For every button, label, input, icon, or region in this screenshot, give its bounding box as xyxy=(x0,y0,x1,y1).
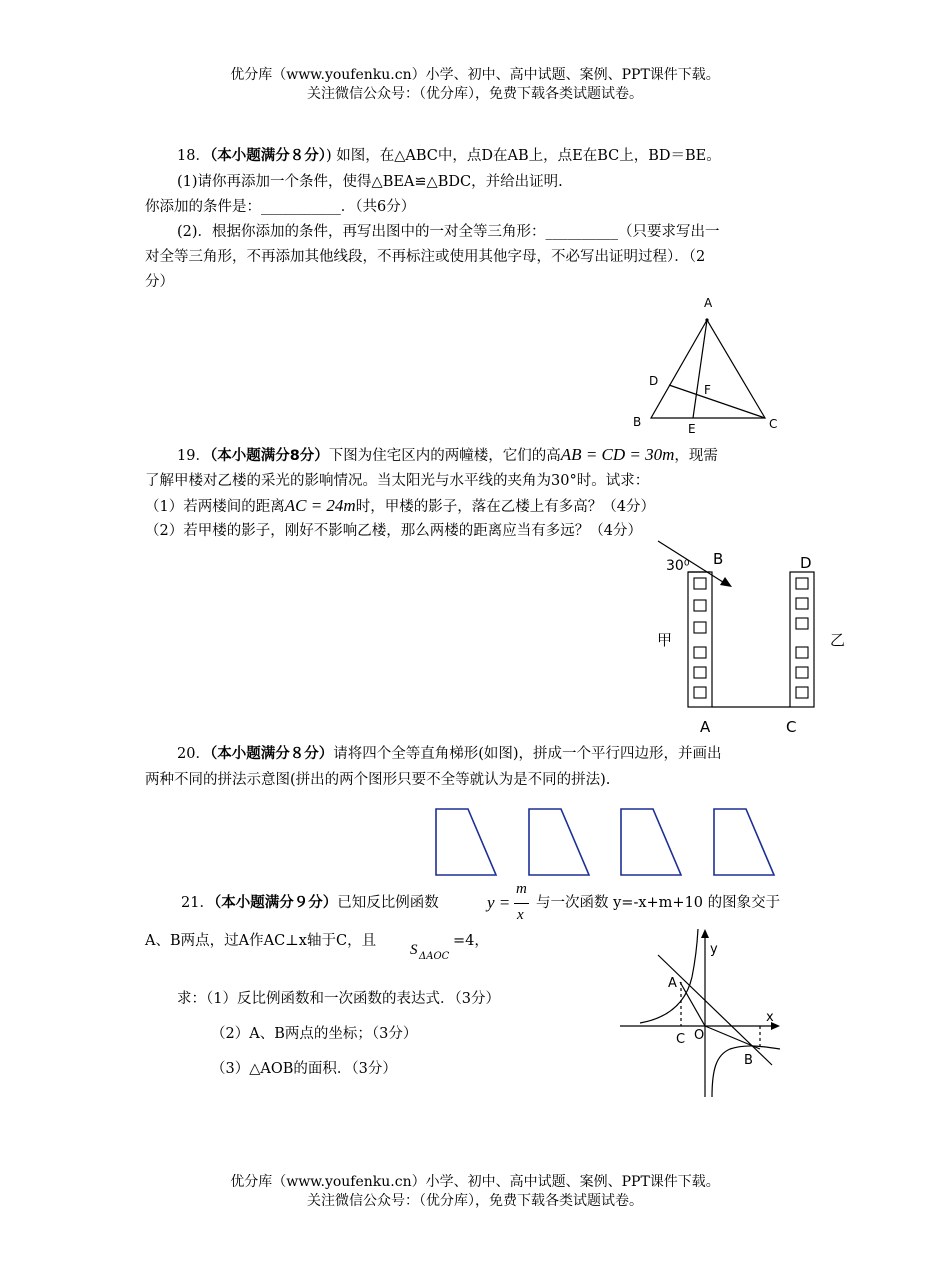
q21-part3: （3）△AOB的面积．（3分） xyxy=(211,1061,397,1077)
q21-number: 21． xyxy=(181,895,214,911)
q21-frac-num: m xyxy=(516,881,527,897)
q21-stem-a-end: 与一次函数 y=-x+m+10 的图象交于 xyxy=(536,895,781,911)
q18-part2-line-3: 分） xyxy=(145,274,174,290)
q18-stem: ) 如图，在△ABC中，点D在AB上，点E在BC上，BD＝BE。 xyxy=(325,148,721,164)
q20-score: （本小题满分８分） xyxy=(209,746,334,762)
label-jia: 甲 xyxy=(657,631,673,649)
label-y: y xyxy=(710,942,718,957)
q19-part1 xyxy=(145,493,655,520)
q18-triangle-figure xyxy=(625,290,795,435)
q21-line-2: A、B两点，过A作AC⊥x轴于C，且 xyxy=(145,933,377,949)
windows-jia xyxy=(694,578,706,698)
q18-part1: (1)请你再添加一个条件，使得△BEA≌△BDC，并给出证明. xyxy=(177,174,563,190)
trapezoid-4 xyxy=(714,809,774,875)
q20-line-2: 两种不同的拼法示意图(拼出的两个图形只要不全等就认为是不同的拼法). xyxy=(145,772,611,788)
q19-score: （本小题满分8分） xyxy=(209,448,329,464)
q19-buildings-figure xyxy=(640,540,860,740)
label-b: B xyxy=(713,550,724,568)
q21-ask: 求：（1）反比例函数和一次函数的表达式．（3分） xyxy=(177,991,500,1007)
q21-part2: （2）A、B两点的坐标；（3分） xyxy=(211,1026,418,1042)
q20-stem-a: 请将四个全等直角梯形(如图)，拼成一个平行四边形，并画出 xyxy=(333,746,722,762)
q21-area-sub: ΔAOC xyxy=(419,951,450,962)
q19-ac-formula: AC = 24m xyxy=(284,496,356,515)
label-d: D xyxy=(800,554,812,572)
q19-line-1 xyxy=(177,442,718,469)
segment-ae xyxy=(693,320,707,418)
segment-dc xyxy=(669,385,765,418)
q18-score: （本小题满分８分） xyxy=(209,148,326,164)
trapezoid-1 xyxy=(436,809,496,875)
label-a: A xyxy=(704,296,713,310)
q21-area-s: S xyxy=(410,942,418,958)
q18-part2-line-1: (2)．根据你添加的条件，再写出图中的一对全等三角形：__________（只要求写出一 xyxy=(177,224,720,240)
q19-stem-a-end: ，现需 xyxy=(674,448,718,464)
label-a: A xyxy=(700,718,711,736)
q21-stem-a: 已知反比例函数 xyxy=(337,895,439,911)
label-yi: 乙 xyxy=(830,631,846,649)
label-c: C xyxy=(786,718,797,736)
q18-condition-line: 你添加的条件是：___________．（共6分） xyxy=(145,199,416,215)
footer-line-1: 优分库（www.youfenku.cn）小学、初中、高中试题、案例、PPT课件下载。 xyxy=(230,1174,720,1190)
triangle-abc xyxy=(651,320,765,418)
q19-part1-b: 时，甲楼的影子，落在乙楼上有多高？（4分） xyxy=(355,499,655,515)
windows-yi xyxy=(796,578,808,698)
q21-area-val: =4， xyxy=(453,933,489,949)
linear-function-line xyxy=(658,955,772,1065)
q21-score: （本小题满分９分） xyxy=(213,895,338,911)
q21-line-1 xyxy=(181,890,439,916)
q18-part2-line-2: 对全等三角形，不再添加其他线段，不再标注或使用其他字母，不必写出证明过程）．（2 xyxy=(145,249,706,265)
q19-line-2: 了解甲楼对乙楼的采光的影响情况。当太阳光与水平线的夹角为30°时。试求： xyxy=(145,473,650,489)
y-axis-arrow xyxy=(701,929,709,938)
footer-line-2: 关注微信公众号：（优分库），免费下载各类试题试卷。 xyxy=(307,1193,643,1209)
label-a: A xyxy=(668,976,677,991)
label-c: C xyxy=(769,417,778,431)
q21-graph-figure xyxy=(620,925,790,1100)
label-c: C xyxy=(676,1032,686,1047)
label-o: O xyxy=(694,1028,705,1043)
q20-trapezoids-figure xyxy=(430,805,780,880)
label-e: E xyxy=(688,422,696,436)
label-b: B xyxy=(744,1053,753,1068)
label-x: x xyxy=(766,1010,774,1025)
q21-y-eq: y = xyxy=(487,893,511,912)
q21-frac-den: x xyxy=(517,907,524,923)
q18-line-1 xyxy=(177,143,721,169)
q19-part2: （2）若甲楼的影子，刚好不影响乙楼，那么两楼的距离应当有多远？（4分） xyxy=(145,523,642,539)
q18-number: 18． xyxy=(177,148,210,164)
trapezoid-2 xyxy=(529,809,589,875)
vertex-a-dot xyxy=(705,318,708,321)
q20-line-1 xyxy=(177,741,722,767)
q19-height-formula: AB = CD = 30m xyxy=(560,445,675,464)
angle-label: 30⁰ xyxy=(666,558,690,574)
label-b: B xyxy=(633,415,642,429)
header-line-1: 优分库（www.youfenku.cn）小学、初中、高中试题、案例、PPT课件下载。 xyxy=(230,67,720,83)
q19-part1-a: （1）若两楼间的距离 xyxy=(145,499,285,515)
header-line-2: 关注微信公众号：（优分库），免费下载各类试题试卷。 xyxy=(307,86,643,102)
q19-number: 19． xyxy=(177,448,210,464)
label-d: D xyxy=(649,374,659,388)
q20-number: 20． xyxy=(177,746,210,762)
trapezoid-3 xyxy=(621,809,681,875)
label-f: F xyxy=(704,383,711,397)
q19-stem-a: 下图为住宅区内的两幢楼，它们的高 xyxy=(328,448,561,464)
